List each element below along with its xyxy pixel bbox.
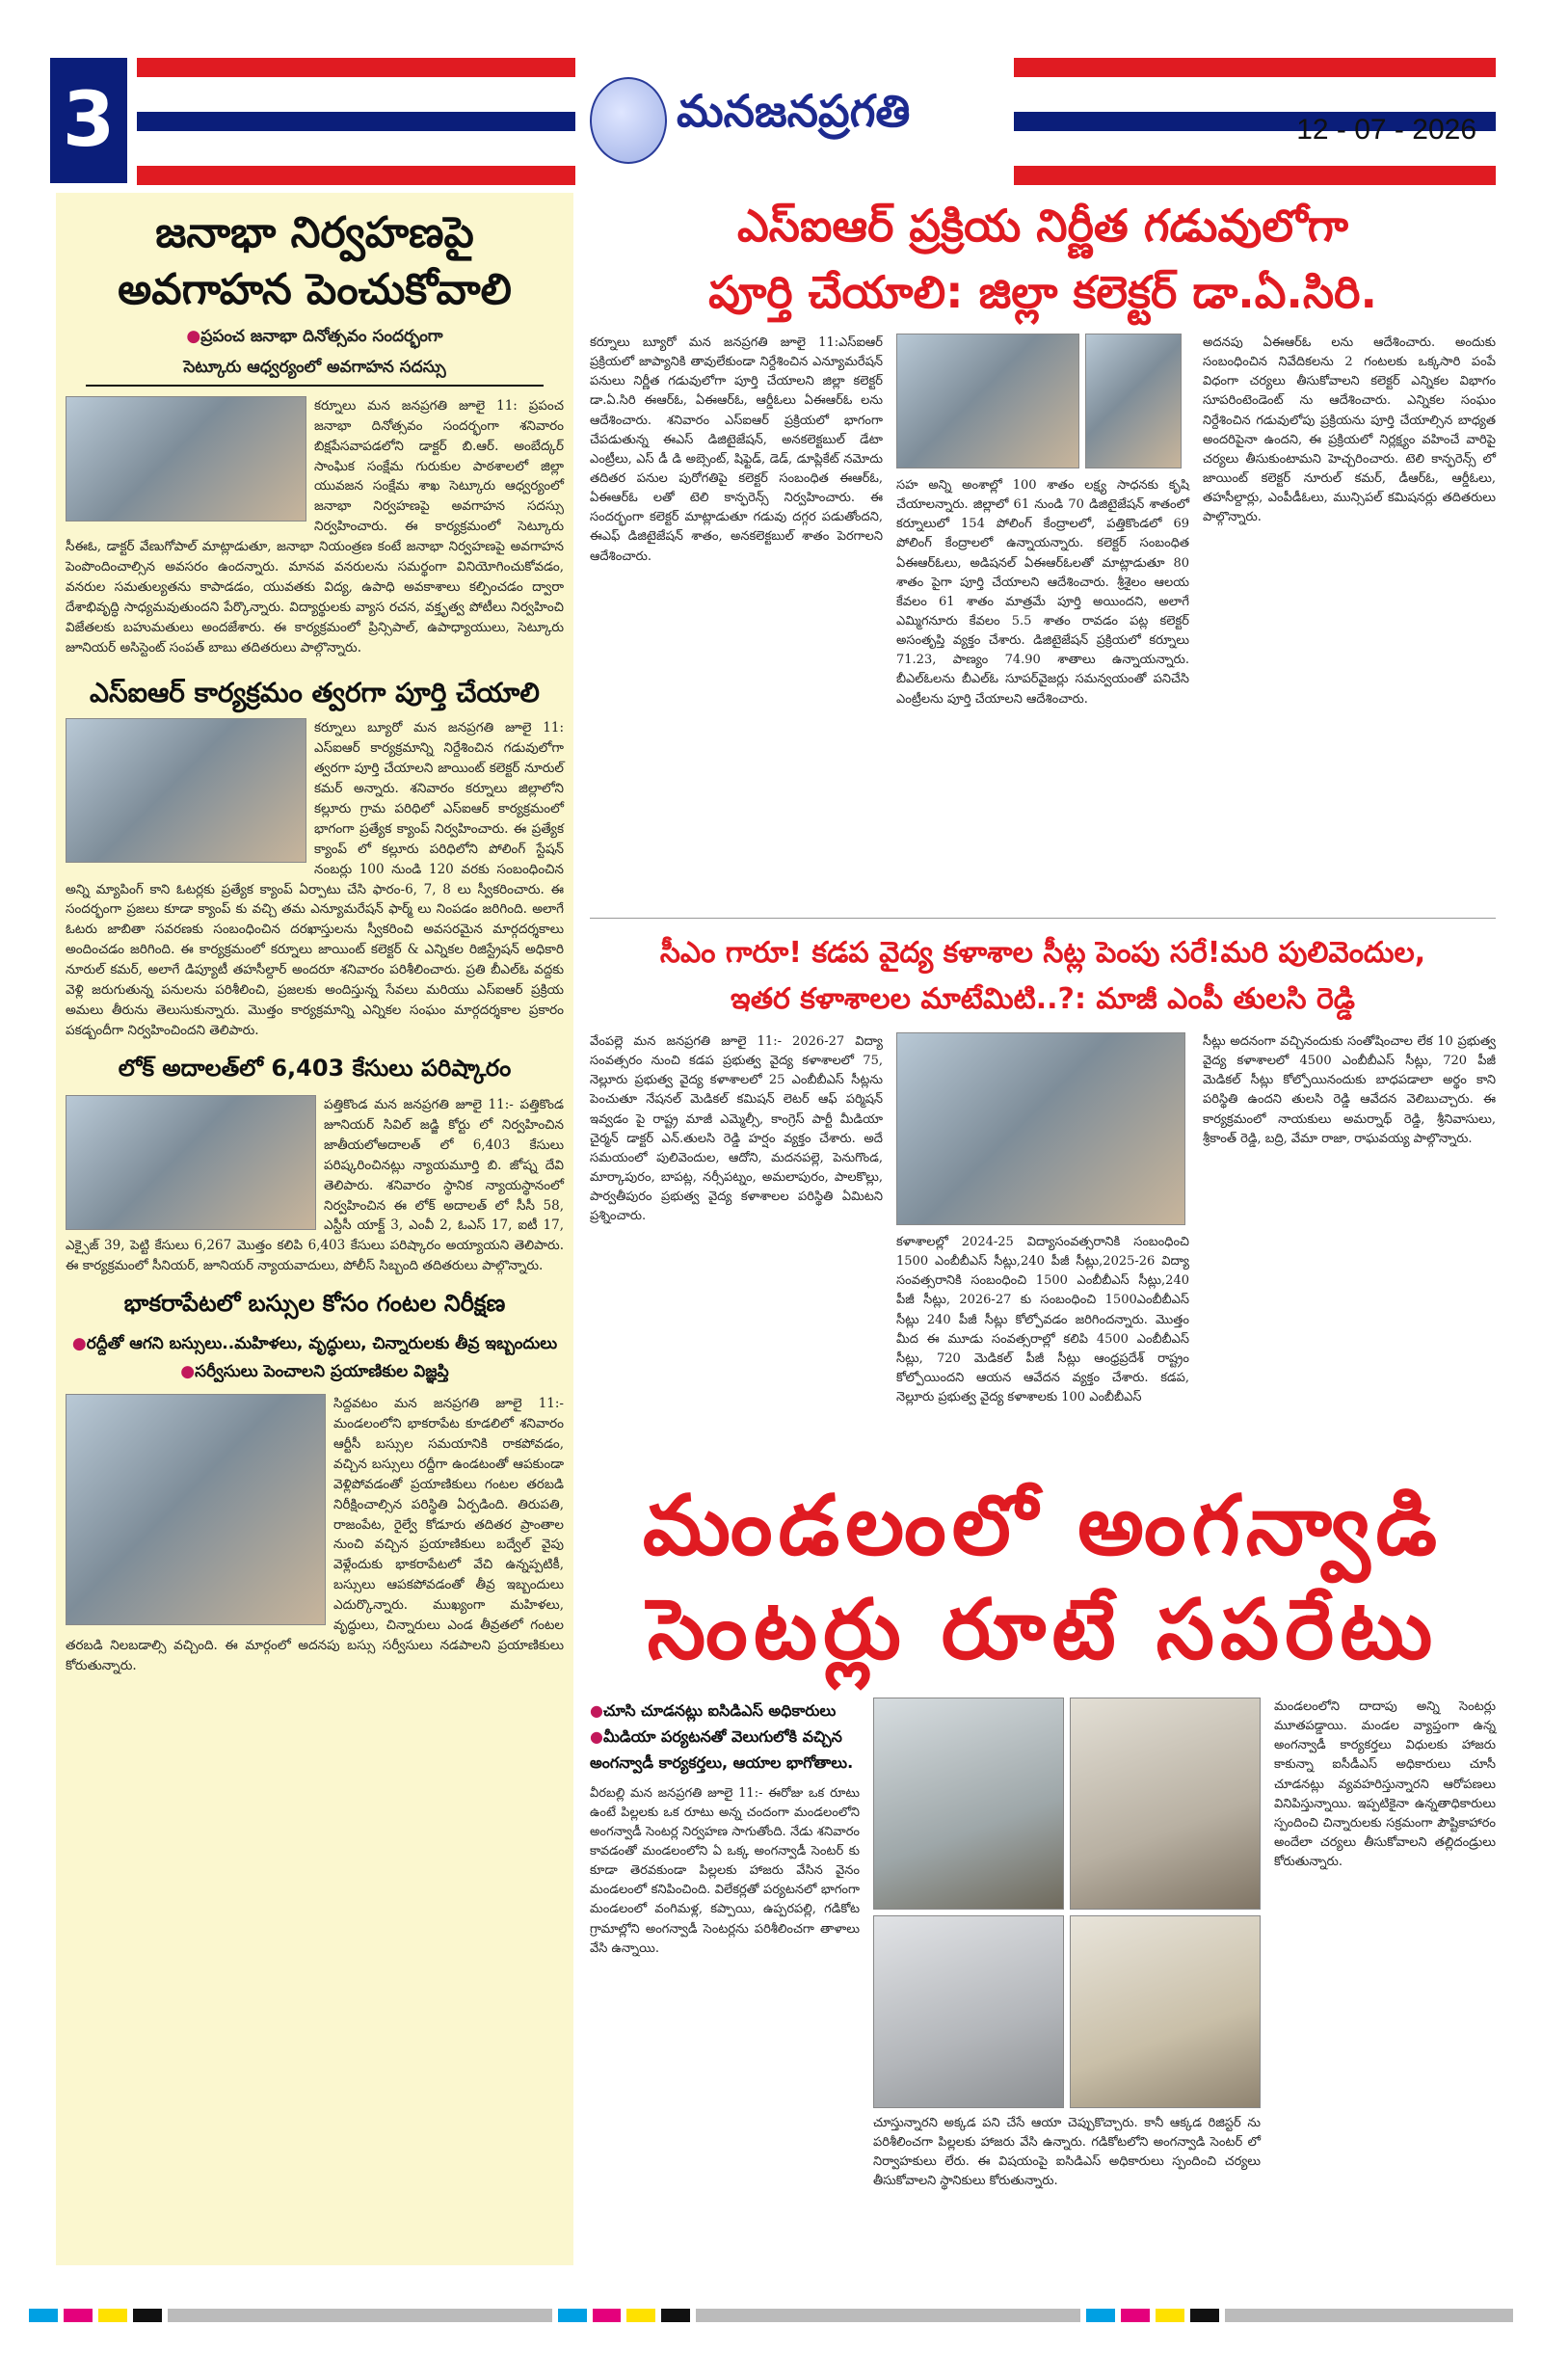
story-columns [590, 1032, 1496, 1407]
logo-emblem-icon [590, 77, 667, 164]
story-photo [896, 1032, 1185, 1225]
story-column-1: కర్నూలు బ్యూరో మన జనప్రగతి జూలై 11:ఎస్ఐఆర్ ప్రక్రియలో జాప్యానికి తావులేకుండా నిర్దేశించిన ఎన్యూమరేషన్ పనులు నిర్ణీత గడువులోగా పూర్తి చేయాలని జిల్లా కలెక్టర్ డా.ఏ.సిరి ఈఆర్ఓ, ఏఈఆర్ఓ, ఆర్డీఓలు ఏఈఆర్ఓ లను ఆదేశించారు. శనివారం ఎస్ఐఆర్ ప్రక్రియలో భాగంగా చేపడుతున్న ఈఎస్ డిజిటైజేషన్, అనకలెక్టబుల్ డేటా ఎంట్రీలు, ఎస్ డీ డి అబ్సెంట్, షిఫ్టెడ్, డెడ్, డూప్లికేట్ నమోదు తదితర పనుల పురోగతిపై కలెక్టర్ సంబంధిత ఈఆర్ఓ, ఏఈఆర్ఓ లతో టెలి కాన్ఫరెన్స్ నిర్వహించారు. ఈ సందర్భంగా కలెక్టర్ మాట్లాడుతూ గడువు దగ్గర పడుతోందని, ఈఎఫ్ డిజిటైజేషన్ శాతం, అనకలెక్టబుల్ శాతం పెరగాలని ఆదేశించారు. [590, 335, 883, 564]
headline-line-1: సీఎం గారూ! కడప వైద్య కళాశాల సీట్ల పెంపు సరే!మరి పులివెందుల, [659, 936, 1426, 970]
subhead-text: మీడియా పర్యటనతో వెలుగులోకి వచ్చిన అంగన్వాడీ కార్యకర్తలు, ఆయాల భాగోతాలు. [590, 1727, 854, 1773]
story-bus [66, 1290, 564, 1676]
story-photo [873, 1698, 1064, 1910]
story-photos [896, 334, 1189, 468]
story-column-text: సహ అన్ని అంశాల్లో 100 శాతం లక్ష్య సాధనకు కృషి చేయాలన్నారు. జిల్లాలో 61 నుండి 70 డిజిటైజేషన్ శాతంలో కర్నూలులో 154 పోలింగ్ కేంద్రాలలో, పత్తికొండలో 69 పోలింగ్ కేంద్రాలలో ఉన్నాయన్నారు. కలెక్టర్ సంబంధిత ఏఈఆర్ఓలు, అడిషనల్ ఏఈఆర్ఓలతో మాట్లాడుతూ 80 శాతం పైగా పూర్తి చేయాలని ఆదేశించారు. శ్రీశైలం ఆలయ కేవలం 61 శాతం మాత్రమే పూర్తి అయిందని, అలాగే ఎమ్మిగనూరు కేవలం 5.5 శాతం రావడం పట్ల కలెక్టర్ అసంతృప్తి వ్యక్తం చేశారు. డిజిటైజేషన్ ప్రక్రియలో కర్నూలు 71.23, పాణ్యం 74.90 శాతాలు ఉన్నాయన్నారు. బీఎల్ఓలను బీఎల్ఓ సూపర్‌వైజర్లు సమన్వయంతో పనిచేసి ఎంట్రీలను పూర్తి చేయాలని ఆదేశించారు. [896, 478, 1189, 707]
header-stripes-left [50, 58, 575, 183]
story-photo [66, 718, 306, 863]
story-body-text: కర్నూలు బ్యూరో మన జనప్రగతి జూలై 11: ఎస్ఐఆర్ కార్యక్రమాన్ని నిర్దేశించిన గడువులోగా త్వరగా పూర్తి చేయాలని జాయింట్ కలెక్టర్ నూరుల్ కమర్ అన్నారు. శనివారం కర్నూలు జిల్లాలోని కల్లూరు గ్రామ పరిధిలో ఎస్ఐఆర్ కార్యక్రమంలో భాగంగా ప్రత్యేక క్యాంప్ నిర్వహించారు. ఈ ప్రత్యేక క్యాంప్ లో కల్లూరు పరిధిలోని పోలింగ్ స్టేషన్ నంబర్లు 100 నుండి 120 వరకు సంబంధించిన అన్ని మ్యాపింగ్ కాని ఓటర్లకు ప్రత్యేక క్యాంప్ ఏర్పాటు చేసి ఫారం-6, 7, 8 లు స్వీకరించారు. ఈ సందర్భంగా ప్రజలు కూడా క్యాంప్ కు వచ్చి తమ ఎన్యూమరేషన్ ఫార్మ్ లు నింపడం జరిగింది. అలాగే ఓటరు జాబితా సవరణకు సంబంధించిన దరఖాస్తులను స్వీకరించి అవసరమైన మార్గదర్శకాలు అందించడం జరిగింది. ఈ కార్యక్రమంలో కర్నూలు జాయింట్ కలెక్టర్ & ఎన్నికల రిజిస్ట్రేషన్ అధికారి నూరుల్ కమర్, అలాగే డిప్యూటీ తహసీల్దార్ అందరూ శనివారం పరిశీలించారు. ప్రతి బీఎల్ఓ వద్దకు వెళ్లి జరుగుతున్న పనులను పరిశీలించి, ప్రజలకు అందిస్తున్న సేవలు మరియు ఎస్ఐఆర్ ప్రక్రియ అమలు తీరును తెలుసుకున్నారు. మొత్తం కార్యక్రమాన్ని ఎన్నికల సంఘం మార్గదర్శకాల ప్రకారం పకడ్బందీగా నిర్వహించిందని తెలిపారు. [66, 720, 564, 1038]
story-photo [66, 396, 306, 521]
headline-line-1: జనాభా నిర్వహణపై [155, 208, 474, 257]
story-lok-adalat [66, 1055, 564, 1276]
page-number: 3 [50, 58, 127, 183]
story-body [66, 396, 564, 658]
story-body-text: పత్తికొండ మన జనప్రగతి జూలై 11:- పత్తికొండ జూనియర్ సివిల్ జడ్జి కోర్టు లో నిర్వహించిన జాతీయలోఅదాలత్ లో 6,403 కేసులు పరిష్కరించినట్లు న్యాయమూర్తి బి. జోష్న దేవి తెలిపారు. శనివారం స్థానిక న్యాయస్థానంలో నిర్వహించిన ఈ లోక్ అదాలత్ లో సీసీ 58, ఎస్టీసీ యాక్ట్ 3, ఎంవీ 2, ఓఎస్ 17, ఐటీ 17, ఎక్సైజ్ 39, పెట్టి కేసులు 6,267 మొత్తం కలిపి 6,403 కేసులు పరిష్కారం అయ్యాయని తెలిపారు. ఈ కార్యక్రమంలో సీనియర్, జూనియర్ న్యాయవాదులు, పోలీస్ సిబ్బంది తదితరులు పాల్గొన్నారు. [66, 1096, 564, 1274]
story-population [66, 204, 564, 658]
story-photo [1085, 334, 1182, 468]
story-photo [896, 334, 1079, 468]
story-photo [873, 1915, 1064, 2108]
subhead-text: సర్వీసులు పెంచాలని ప్రయాణికుల విజ్ఞప్తి [195, 1362, 449, 1382]
divider [590, 918, 1496, 919]
story-sir [66, 676, 564, 1041]
issue-date: 12 - 07 - 2026 [1296, 114, 1476, 146]
subhead-text: ప్రపంచ జనాభా దినోత్సవం సందర్భంగా [200, 326, 443, 346]
left-column [56, 193, 573, 2265]
story-column-3: మండలంలోని దాదాపు అన్ని సెంటర్లు మూతపడ్డాయి. మండల వ్యాప్తంగా ఉన్న అంగన్వాడీ కార్యకర్తలు విధులకు హాజరు కాకున్నా ఐసీడీఎస్ అధికారులు చూసీ చూడనట్లు వ్యవహరిస్తున్నారని ఆరోపణలు వినిపిస్తున్నాయి. ఇప్పటికైనా ఉన్నతాధికారులు స్పందించి చిన్నారులకు సక్రమంగా పౌష్టికాహారం అందేలా చర్యలు తీసుకోవాలని తల్లిదండ్రులు కోరుతున్నారు. [1274, 1699, 1496, 1870]
story-body [66, 1095, 564, 1276]
story-headline [66, 204, 564, 319]
subhead-text: రద్దీతో ఆగని బస్సులు..మహిళలు, వృద్ధులు, చిన్నారులకు తీవ్ర ఇబ్బందులు [86, 1334, 558, 1354]
print-registration-bar [29, 2304, 1513, 2327]
story-headline: ఎస్ఐఆర్ కార్యక్రమం త్వరగా పూర్తి చేయాలి [90, 676, 540, 709]
story-columns [590, 334, 1496, 709]
story-photo [1070, 1698, 1261, 1910]
headline-line-2: పూర్తి చేయాలి: జిల్లా కలెక్టర్ డా.ఏ.సిరి. [708, 266, 1377, 318]
story-headline [590, 193, 1496, 326]
story-headline: భాకరాపేటలో బస్సుల కోసం గంటల నిరీక్షణ [123, 1290, 506, 1318]
subhead-2: ●మీడియా పర్యటనతో వెలుగులోకి వచ్చిన అంగన్వాడీ కార్యకర్తలు, ఆయాల భాగోతాలు. [590, 1727, 854, 1773]
story-body-text: సిద్దవటం మన జనప్రగతి జూలై 11:-మండలంలోని భాకరాపేట కూడలిలో శనివారం ఆర్టీసీ బస్సుల సమయానికి రాకపోవడం, వచ్చిన బస్సులు రద్దీగా ఉండటంతో ఆపకుండా వెళ్లిపోవడంతో ప్రయాణికులు గంటల తరబడి నిరీక్షించాల్సిన పరిస్థితి ఏర్పడింది. తిరుపతి, రాజంపేట, రైల్వే కోడూరు తదితర ప్రాంతాల నుంచి వచ్చిన ప్రయాణికులు బద్వేల్ వైపు వెళ్లేందుకు భాకరాపేటలో వేచి ఉన్నప్పటికీ, బస్సులు ఆపకపోవడంతో తీవ్ర ఇబ్బందులు ఎదుర్కొన్నారు. ముఖ్యంగా మహిళలు, వృద్ధులు, చిన్నారులు ఎండ తీవ్రతలో గంటల తరబడి నిలబడాల్సి వచ్చింది. ఈ మార్గంలో అదనపు బస్సు సర్వీసులు నడపాలని ప్రయాణికులు కోరుతున్నారు. [66, 1395, 564, 1673]
story-column-text: కళాశాలల్లో 2024-25 విద్యాసంవత్సరానికి సంబంధించి 1500 ఎంబీబీఎస్ సీట్లు,240 పీజీ సీట్లు,2025-26 విద్యా సంవత్సరానికి సంబంధించి 1500 ఎంబీబీఎస్ సీట్లు,240 పీజీ సీట్లు, 2026-27 కు సంబంధించి 1500ఎంబీబీఎస్ సీట్లు 240 పీజీ సీట్లు కోల్పోవడం జరిగిందన్నారు. మొత్తం మీద ఈ మూడు సంవత్సరాల్లో కలిపి 4500 ఎంబీబీఎస్ సీట్లు, 720 మెడికల్ పీజీ సీట్లు ఆంధ్రప్రదేశ్ రాష్ట్రం కోల్పోయిందని ఆయన ఆవేదన వ్యక్తం చేశారు. కడప, నెల్లూరు ప్రభుత్వ వైద్య కళాశాలకు 100 ఎంబీబీఎస్ [896, 1235, 1189, 1405]
story-body [66, 1394, 564, 1676]
story-photo [66, 1095, 316, 1230]
headline-line-2: అవగాహన పెంచుకోవాలి [118, 265, 512, 315]
story-column-3: అదనపు ఏఈఆర్ఓ లను ఆదేశించారు. అందుకు సంబంధించిన నివేదికలను 2 గంటలకు ఒక్కసారి పంపే విధంగా చర్యలు తీసుకోవాలని కలెక్టర్ ఎన్నికల విభాగం సూపరింటెండెంట్ ను ఆదేశించారు. ఎన్నికల సంఘం నిర్దేశించిన గడువులోపు ప్రక్రియను పూర్తి చేయాల్సిన బాధ్యత అందరిపైనా ఉందని, ఈ ప్రక్రియలో నిర్లక్ష్యం వహించే వారిపై చర్యలు తీసుకుంటామని హెచ్చరించారు. టెలి కాన్ఫరెన్స్ లో జాయింట్ కలెక్టర్ నూరుల్ కమర్, డీఆర్ఓ, ఆర్డీఓలు, తహసీల్దార్లు, ఎంపీడీఓలు, మున్సిపల్ కమిషనర్లు తదితరులు పాల్గొన్నారు. [1203, 335, 1496, 525]
story-column-1 [590, 1698, 860, 2192]
story-photos [873, 1698, 1261, 2108]
paper-name: మనజనప్రగతి [677, 84, 911, 137]
masthead-tagline [677, 141, 985, 153]
main-story-sir-collector [590, 193, 1496, 709]
story-column-text: చూస్తున్నారని అక్కడ పని చేసే ఆయా చెప్పుకొచ్చారు. కానీ ఆక్కడ రిజిస్టర్ ను పరిశీలించగా పిల్లలకు హాజరు వేసి ఉన్నారు. గడికోటలోని అంగన్వాడి సెంటర్ లో నిర్వాహకులు లేరు. ఈ విషయంపై ఐసిడిఎస్ అధికారులు స్పందించి చర్యలు తీసుకోవాలని స్థానికులు కోరుతున్నారు. [873, 2116, 1261, 2189]
headline-line-1: మండలంలో అంగన్వాడి [642, 1478, 1444, 1574]
story-column-3: సీట్లు అదనంగా వచ్చినందుకు సంతోషించాల లేక 10 ప్రభుత్వ వైద్య కళాశాలలో 4500 ఎంబీబీఎస్ సీట్లు, 720 పీజీ మెడికల్ సీట్లు కోల్పోయినందుకు బాధపడాలా అర్థం కాని పరిస్థితి ఉందని తులసి రెడ్డి ఆవేదన వెలిబుచ్చారు. ఈ కార్యక్రమంలో నాయకులు అమర్నాథ్ రెడ్డి, శ్రీనివాసులు, శ్రీకాంత్ రెడ్డి, బద్రి, వేమా రాజా, రాఘవయ్య పాల్గొన్నారు. [1203, 1034, 1496, 1146]
divider [86, 385, 545, 387]
story-column-2 [873, 1698, 1261, 2192]
subhead-1: ●ప్రపంచ జనాభా దినోత్సవం సందర్భంగా [186, 326, 443, 346]
story-column-2 [896, 334, 1189, 709]
story-column-text: వీరబల్లి మన జనప్రగతి జూలై 11:- ఈరోజు ఒక రూటు ఉంటే పిల్లలకు ఒక రూటు అన్న చందంగా మండలంలోని అంగన్వాడీ సెంటర్ల నిర్వహణ సాగుతోంది. నేడు శనివారం కావడంతో మండలంలోని ఏ ఒక్క అంగన్వాడీ సెంటర్ కు కూడా తెరవకుండా పిల్లలకు హాజరు వేసిన వైనం మండలంలో కనిపించింది. విలేకర్లతో పర్యటనలో భాగంగా మండలంలో వంగిమళ్ల, కప్పాయి, ఉప్పరపల్లి, గడికోట గ్రామాల్లోని అంగన్వాడీ సెంటర్లను పరిశీలించగా తాళాలు వేసి ఉన్నాయి. [590, 1785, 860, 1956]
main-story-anganwadi [590, 1475, 1496, 2192]
story-headline: లోక్ అదాలత్‌లో 6,403 కేసులు పరిష్కారం [118, 1054, 512, 1082]
subhead-2: ●సర్వీసులు పెంచాలని ప్రయాణికుల విజ్ఞప్తి [180, 1362, 449, 1382]
headline-line-2: సెంటర్లు రూటే సపరేటు [647, 1581, 1439, 1678]
subhead-text: చూసి చూడనట్లు ఐసిడిఎస్ అధికారులు [602, 1701, 837, 1720]
headline-line-2: ఇతర కళాశాలల మాటేమిటి..?: మాజీ ఎంపీ తులసి రెడ్డి [731, 982, 1355, 1016]
page-header [50, 58, 1496, 183]
subhead-1: ●రద్దీతో ఆగని బస్సులు..మహిళలు, వృద్ధులు, చిన్నారులకు తీవ్ర ఇబ్బందులు [71, 1334, 558, 1354]
subhead-1: ●చూసి చూడనట్లు ఐసిడిఎస్ అధికారులు [590, 1701, 837, 1720]
story-photo [66, 1394, 326, 1625]
story-photo [1070, 1915, 1261, 2108]
story-columns [590, 1698, 1496, 2192]
masthead [590, 67, 1014, 174]
story-body-text: కర్నూలు మన జనప్రగతి జూలై 11: ప్రపంచ జనాభా దినోత్సవం సందర్భంగా శనివారం బిక్షపేసవాపడలోని డాక్టర్ బి.ఆర్. అంబేద్కర్ సాంఘిక సంక్షేమ గురుకుల పాఠశాలలో జిల్లా యువజన సంక్షేమ శాఖ సెట్కూరు ఆధ్వర్యంలో జనాభా నిర్వహణపై అవగాహన సదస్సు నిర్వహించారు. ఈ కార్యక్రమంలో సెట్కూరు సీఈఓ, డాక్టర్ వేణుగోపాల్ మాట్లాడుతూ, జనాభా నియంత్రణ కంటే జనాభా నిర్వహణపై అవగాహన పెంపొందించాల్సిన అవసరం ఉందన్నారు. మానవ వనరులను సమర్థంగా వినియోగించుకోవడం, వనరుల సమతుల్యతను కాపాడడం, యువతకు విద్య, ఉపాధి అవకాశాలు కల్పించడం ద్వారా దేశాభివృద్ధి సాధ్యమవుతుందని పేర్కొన్నారు. విద్యార్థులకు వ్యాస రచన, వక్తృత్వ పోటీలు నిర్వహించి విజేతలకు బహుమతులు అందజేశారు. ఈ కార్యక్రమంలో ప్రిన్సిపాల్, ఉపాధ్యాయులు, సెట్కూరు జూనియర్ అసిస్టెంట్ సంపత్ బాబు తదితరులు పాల్గొన్నారు. [66, 397, 564, 655]
story-column-2 [896, 1032, 1189, 1407]
main-story-medical-seats [590, 906, 1496, 1407]
subhead-2 [66, 358, 564, 381]
story-body [66, 718, 564, 1041]
story-column-1: వేంపల్లె మన జనప్రగతి జూలై 11:- 2026-27 విద్యా సంవత్సరం నుంచి కడప ప్రభుత్వ వైద్య కళాశాలలో 75, నెల్లూరు ప్రభుత్వ వైద్య కళాశాలలో 25 ఎంబీబీఎస్ సీట్లను పెంచుతూ నేషనల్ మెడికల్ కమిషన్ లెటర్ ఆఫ్ పర్మిషన్ ఇవ్వడం పై రాష్ట్ర మాజీ ఎమ్మెల్సీ, కాంగ్రెస్ పార్టీ మీడియా చైర్మన్ డాక్టర్ ఎన్.తులసి రెడ్డి హర్షం వ్యక్తం చేశారు. అదే సమయంలో పులివెందుల, ఆదోని, మదనపల్లె, పెనుగొండ, మార్కాపురం, బాపట్ల, నర్సీపట్నం, అమలాపురం, పాలకొల్లు, పార్వతీపురం ప్రభుత్వ వైద్య కళాశాలల పరిస్థితి ఏమిటని ప్రశ్నించారు. [590, 1034, 883, 1224]
story-headline [590, 930, 1496, 1023]
story-headline [590, 1475, 1496, 1682]
subhead-text: సెట్కూరు ఆధ్వర్యంలో అవగాహన సదస్సు [183, 357, 446, 377]
headline-line-1: ఎస్ఐఆర్ ప్రక్రియ నిర్ణీత గడువులోగా [736, 200, 1349, 252]
